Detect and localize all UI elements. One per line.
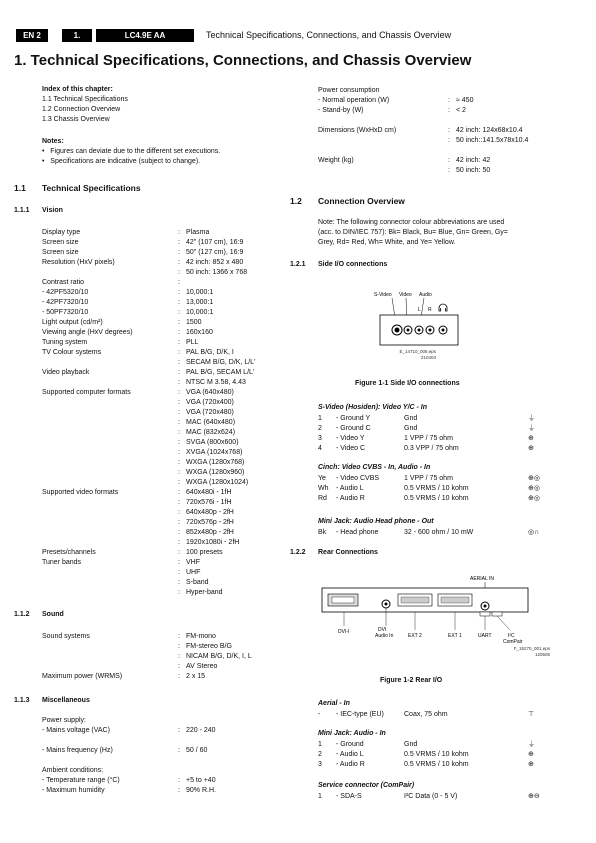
spec-label: - Normal operation (W) bbox=[318, 97, 390, 104]
spec-value: 2 x 15 bbox=[186, 673, 206, 680]
pin-value: Gnd bbox=[404, 425, 418, 432]
spec-colon: : bbox=[178, 747, 180, 754]
spec-colon: : bbox=[178, 479, 180, 486]
spec-colon: : bbox=[178, 499, 180, 506]
spec-label: Contrast ratio bbox=[42, 279, 85, 286]
spec-colon: : bbox=[178, 579, 180, 586]
i2c-label: I²C bbox=[508, 633, 515, 639]
pin-value: 0.3 VPP / 75 ohm bbox=[404, 445, 459, 452]
spec-colon: : bbox=[178, 339, 180, 346]
spec-value: WXGA (1280x1024) bbox=[186, 479, 249, 486]
spec-colon: : bbox=[178, 569, 180, 576]
pin-number: Rd bbox=[318, 495, 327, 502]
section-title: Connection Overview bbox=[318, 196, 405, 206]
spec-colon: : bbox=[178, 299, 180, 306]
pin-symbol-icon: ⊕ bbox=[528, 445, 534, 452]
pin-symbol-icon: ⏚ bbox=[528, 425, 535, 432]
pin-name: - Audio L bbox=[336, 485, 364, 492]
pin-value: 0.5 VRMS / 10 kohm bbox=[404, 485, 469, 492]
spec-value: PLL bbox=[186, 339, 199, 346]
chapter-badge: 1. bbox=[62, 29, 92, 42]
spec-colon: : bbox=[448, 127, 450, 134]
spec-value: 50 inch: 1366 x 768 bbox=[186, 269, 248, 276]
subsection-number: 1.2.1 bbox=[290, 261, 306, 268]
header-title: Technical Specifications, Connections, and Chassis Overview bbox=[206, 30, 452, 40]
side-fig-date: 210404 bbox=[420, 355, 436, 360]
rear-fig-date: 120505 bbox=[534, 652, 550, 657]
spec-colon: : bbox=[448, 137, 450, 144]
spec-colon: : bbox=[178, 399, 180, 406]
spec-colon: : bbox=[178, 633, 180, 640]
spec-label: Power supply: bbox=[42, 717, 86, 724]
spec-colon: : bbox=[178, 549, 180, 556]
connector-group-title: S-Video (Hosiden): Video Y/C - In bbox=[318, 404, 428, 411]
pin-value: Gnd bbox=[404, 415, 418, 422]
spec-label: - Mains frequency (Hz) bbox=[42, 747, 113, 754]
pin-value: 0.5 VRMS / 10 kohm bbox=[404, 495, 469, 502]
pin-number: 3 bbox=[318, 435, 322, 442]
spec-label: Supported computer formats bbox=[42, 389, 131, 396]
spec-colon: : bbox=[178, 673, 180, 680]
pin-number: 2 bbox=[318, 425, 322, 432]
pin-name: - Audio R bbox=[336, 761, 365, 768]
pin-symbol-icon: ◎∩ bbox=[528, 529, 540, 536]
svideo-label: S-Video bbox=[374, 292, 392, 298]
spec-label: Display type bbox=[42, 229, 81, 236]
subsection-number: 1.1.1 bbox=[14, 207, 30, 214]
pin-number: 3 bbox=[318, 761, 322, 768]
video-label: Video bbox=[399, 292, 412, 298]
spec-colon: : bbox=[178, 429, 180, 436]
pin-symbol-icon: ⊕⊖ bbox=[528, 793, 540, 800]
pin-value: 1 VPP / 75 ohm bbox=[404, 435, 453, 442]
side-fig-file: E_14710_005.eps bbox=[399, 349, 436, 354]
spec-colon: : bbox=[178, 259, 180, 266]
note-text: Specifications are indicative (subject to change). bbox=[50, 158, 201, 165]
aerial-label: AERIAL IN bbox=[470, 576, 494, 582]
pin-value: I²C Data (0 - 5 V) bbox=[404, 793, 458, 800]
subsection-number: 1.2.2 bbox=[290, 549, 306, 556]
spec-value: PAL B/G, SECAM L/L' bbox=[186, 369, 255, 376]
spec-value: Plasma bbox=[186, 229, 210, 236]
svg-text:Audio In: Audio In bbox=[375, 633, 394, 639]
spec-colon: : bbox=[178, 643, 180, 650]
spec-colon: : bbox=[448, 107, 450, 114]
spec-value: 720x576p - 2fH bbox=[186, 519, 234, 526]
pin-symbol-icon: ⊤ bbox=[528, 711, 535, 718]
spec-value: VGA (720x480) bbox=[186, 409, 234, 416]
spec-value: 220 - 240 bbox=[186, 727, 216, 734]
subsection-number: 1.1.3 bbox=[14, 697, 30, 704]
spec-colon: : bbox=[178, 727, 180, 734]
svg-text:ComPair: ComPair bbox=[503, 639, 523, 645]
spec-colon: : bbox=[178, 519, 180, 526]
i2c-connector-icon bbox=[492, 612, 502, 616]
spec-colon: : bbox=[178, 349, 180, 356]
pin-number: 4 bbox=[318, 445, 322, 452]
spec-value: NICAM B/G, D/K, I, L bbox=[186, 653, 252, 660]
pin-symbol-icon: ⊕ bbox=[528, 761, 534, 768]
connector-note-line: Grey, Rd= Red, Wh= White, and Ye= Yellow. bbox=[318, 239, 456, 246]
spec-label: Supported video formats bbox=[42, 489, 119, 496]
spec-colon: : bbox=[178, 539, 180, 546]
spec-label: - Mains voltage (VAC) bbox=[42, 727, 110, 734]
spec-value: VHF bbox=[186, 559, 200, 566]
connector-group-title: Aerial - In bbox=[318, 700, 350, 707]
pin-symbol-icon: ⊕◎ bbox=[528, 495, 540, 502]
section-number: 1.2 bbox=[290, 196, 302, 206]
spec-colon: : bbox=[178, 559, 180, 566]
spec-colon: : bbox=[178, 359, 180, 366]
spec-label: TV Colour systems bbox=[42, 349, 102, 356]
spec-label: Power consumption bbox=[318, 87, 380, 94]
pin-number: 1 bbox=[318, 415, 322, 422]
spec-value: SECAM B/G, D/K, L/L' bbox=[186, 359, 256, 366]
spec-colon: : bbox=[178, 439, 180, 446]
spec-colon: : bbox=[178, 319, 180, 326]
pin-value: Coax, 75 ohm bbox=[404, 711, 448, 718]
subsection-title: Rear Connections bbox=[318, 549, 378, 556]
spec-label: Screen size bbox=[42, 239, 79, 246]
ext1-label: EXT 1 bbox=[448, 633, 462, 639]
pin-name: - Ground Y bbox=[336, 415, 371, 422]
pin-value: 32 - 600 ohm / 10 mW bbox=[404, 529, 474, 536]
spec-value: 90% R.H. bbox=[186, 787, 216, 794]
index-item: 1.2 Connection Overview bbox=[42, 106, 121, 113]
spec-label: - Temperature range (°C) bbox=[42, 777, 120, 784]
spec-value: FM-stereo B/G bbox=[186, 643, 232, 650]
spec-label: Tuning system bbox=[42, 339, 88, 346]
spec-colon: : bbox=[178, 239, 180, 246]
pin-number: - bbox=[318, 711, 321, 718]
pin-symbol-icon: ⏚ bbox=[528, 741, 535, 748]
pin-name: - Audio R bbox=[336, 495, 365, 502]
note-item: • Specifications are indicative (subject to change). bbox=[42, 158, 201, 165]
spec-label: Sound systems bbox=[42, 633, 90, 640]
spec-label: Ambient conditions: bbox=[42, 767, 104, 774]
connector-group-title: Mini Jack: Audio - In bbox=[318, 730, 386, 737]
audio-r-label: R bbox=[428, 307, 432, 313]
pin-name: - Ground C bbox=[336, 425, 371, 432]
spec-value: 13,000:1 bbox=[186, 299, 214, 306]
pin-name: - Head phone bbox=[336, 529, 379, 536]
uart-label: UART bbox=[478, 633, 492, 639]
spec-colon: : bbox=[178, 289, 180, 296]
spec-colon: : bbox=[178, 409, 180, 416]
spec-colon: : bbox=[178, 589, 180, 596]
subsection-title: Vision bbox=[42, 207, 63, 214]
spec-colon: : bbox=[178, 389, 180, 396]
spec-colon: : bbox=[178, 777, 180, 784]
spec-value: FM-mono bbox=[186, 633, 216, 640]
connector-note-line: (acc. to DIN/IEC 757): Bk= Black, Bu= Blue, Gn= Green, Gy= bbox=[318, 229, 508, 236]
spec-value: SVGA (800x600) bbox=[186, 439, 239, 446]
pin-number: 1 bbox=[318, 741, 322, 748]
rear-io-diagram bbox=[320, 572, 560, 667]
spec-label: Tuner bands bbox=[42, 559, 82, 566]
spec-colon: : bbox=[178, 279, 180, 286]
pin-number: 1 bbox=[318, 793, 322, 800]
pin-number: 2 bbox=[318, 751, 322, 758]
spec-value: 50" (127 cm), 16:9 bbox=[186, 249, 244, 256]
pin-symbol-icon: ⊕◎ bbox=[528, 475, 540, 482]
audio-l-label: L bbox=[418, 307, 421, 313]
pin-number: Bk bbox=[318, 529, 327, 536]
spec-label: Presets/channels bbox=[42, 549, 96, 556]
spec-label: Viewing angle (HxV degrees) bbox=[42, 329, 133, 336]
spec-value: 42 inch: 124x68x10.4 bbox=[456, 127, 523, 134]
spec-value: 640x480i - 1fH bbox=[186, 489, 232, 496]
spec-value: Hyper-band bbox=[186, 589, 223, 596]
spec-value: VGA (720x400) bbox=[186, 399, 234, 406]
spec-label: - Stand-by (W) bbox=[318, 107, 364, 114]
rear-fig-file: F_15270_001.eps bbox=[513, 646, 550, 651]
pin-name: - Video Y bbox=[336, 435, 365, 442]
subsection-number: 1.1.2 bbox=[14, 611, 30, 618]
spec-colon: : bbox=[178, 369, 180, 376]
spec-colon: : bbox=[178, 663, 180, 670]
spec-label: Dimensions (WxHxD cm) bbox=[318, 127, 397, 134]
spec-value: NTSC M 3.58, 4.43 bbox=[186, 379, 246, 386]
pin-value: 0.5 VRMS / 10 kohm bbox=[404, 751, 469, 758]
spec-colon: : bbox=[178, 653, 180, 660]
spec-colon: : bbox=[178, 509, 180, 516]
spec-colon: : bbox=[178, 449, 180, 456]
connector-group-title: Service connector (ComPair) bbox=[318, 782, 415, 789]
spec-colon: : bbox=[178, 459, 180, 466]
spec-colon: : bbox=[178, 489, 180, 496]
spec-value: 10,000:1 bbox=[186, 309, 214, 316]
section-badge: EN 2 bbox=[16, 29, 48, 42]
spec-value: 10,000:1 bbox=[186, 289, 214, 296]
index-item: 1.1 Technical Specifications bbox=[42, 96, 128, 103]
spec-value: XVGA (1024x768) bbox=[186, 449, 243, 456]
spec-value: ≈ 450 bbox=[456, 97, 474, 104]
spec-value: WXGA (1280x768) bbox=[186, 459, 245, 466]
pin-name: - Ground bbox=[336, 741, 364, 748]
pin-number: Ye bbox=[318, 475, 326, 482]
spec-label: Screen size bbox=[42, 249, 79, 256]
spec-value: UHF bbox=[186, 569, 201, 576]
note-item: • Figures can deviate due to the different set executions. bbox=[42, 148, 221, 155]
spec-colon: : bbox=[448, 157, 450, 164]
figure-caption: Figure 1-1 Side I/O connections bbox=[355, 380, 460, 387]
subsection-title: Side I/O connections bbox=[318, 261, 388, 268]
spec-value: VGA (640x480) bbox=[186, 389, 234, 396]
pin-value: 1 VPP / 75 ohm bbox=[404, 475, 453, 482]
spec-value: +5 to +40 bbox=[186, 777, 216, 784]
spec-colon: : bbox=[448, 167, 450, 174]
spec-value: MAC (832x624) bbox=[186, 429, 236, 436]
spec-colon: : bbox=[178, 379, 180, 386]
spec-label: - Maximum humidity bbox=[42, 787, 105, 794]
spec-colon: : bbox=[178, 229, 180, 236]
spec-value: 50 inch::141.5x78x10.4 bbox=[456, 137, 529, 144]
spec-colon: : bbox=[178, 269, 180, 276]
spec-colon: : bbox=[178, 309, 180, 316]
spec-colon: : bbox=[178, 469, 180, 476]
dvi-label: DVI-I bbox=[338, 629, 350, 635]
spec-label: Video playback bbox=[42, 369, 90, 376]
spec-value: S-band bbox=[186, 579, 209, 586]
spec-value: 1500 bbox=[186, 319, 202, 326]
spec-value: MAC (640x480) bbox=[186, 419, 236, 426]
spec-label: - 42PF5320/10 bbox=[42, 289, 89, 296]
note-text: Figures can deviate due to the different set executions. bbox=[50, 148, 221, 155]
connector-note-line: Note: The following connector colour abbreviations are used bbox=[318, 219, 505, 226]
connector-group-title: Mini Jack: Audio Head phone - Out bbox=[318, 518, 434, 525]
spec-colon: : bbox=[178, 787, 180, 794]
spec-value: 720x576i - 1fH bbox=[186, 499, 232, 506]
spec-value: 42 inch: 42 bbox=[456, 157, 491, 164]
pin-symbol-icon: ⏚ bbox=[528, 415, 535, 422]
pin-name: - Audio L bbox=[336, 751, 364, 758]
side-io-diagram bbox=[370, 288, 470, 360]
spec-colon: : bbox=[178, 329, 180, 336]
pin-name: - Video C bbox=[336, 445, 366, 452]
spec-label: Light output (cd/m²) bbox=[42, 319, 103, 326]
spec-label: Weight (kg) bbox=[318, 157, 354, 164]
section-number: 1.1 bbox=[14, 183, 26, 193]
model-badge: LC4.9E AA bbox=[96, 29, 194, 42]
spec-colon: : bbox=[178, 419, 180, 426]
spec-label: - 50PF7320/10 bbox=[42, 309, 89, 316]
pin-name: - IEC-type (EU) bbox=[336, 711, 384, 718]
spec-value: AV Stereo bbox=[186, 663, 218, 670]
pin-value: Gnd bbox=[404, 741, 418, 748]
figure-caption: Figure 1-2 Rear I/O bbox=[380, 677, 443, 684]
spec-value: 50 / 60 bbox=[186, 747, 208, 754]
spec-value: 100 presets bbox=[186, 549, 223, 556]
headphone-icon bbox=[439, 304, 447, 311]
page-title: 1. Technical Specifications, Connections, and Chassis Overview bbox=[14, 52, 472, 69]
spec-value: PAL B/G, D/K, I bbox=[186, 349, 234, 356]
spec-value: 640x480p - 2fH bbox=[186, 509, 234, 516]
spec-colon: : bbox=[448, 97, 450, 104]
index-heading: Index of this chapter: bbox=[42, 86, 113, 93]
subsection-title: Sound bbox=[42, 611, 64, 618]
spec-value: 1920x1080i - 2fH bbox=[186, 539, 240, 546]
connector-group-title: Cinch: Video CVBS - In, Audio - In bbox=[318, 464, 431, 471]
pin-value: 0.5 VRMS / 10 kohm bbox=[404, 761, 469, 768]
subsection-title: Miscellaneous bbox=[42, 697, 90, 704]
spec-value: 42 inch: 852 x 480 bbox=[186, 259, 244, 266]
dvi-audio-label: DVI bbox=[378, 627, 387, 633]
spec-value: WXGA (1280x960) bbox=[186, 469, 245, 476]
index-item: 1.3 Chassis Overview bbox=[42, 116, 110, 123]
spec-value: 852x480p - 2fH bbox=[186, 529, 234, 536]
spec-value: 42" (107 cm), 16:9 bbox=[186, 239, 244, 246]
pin-symbol-icon: ⊕◎ bbox=[528, 485, 540, 492]
spec-value: 50 inch: 50 bbox=[456, 167, 491, 174]
section-title: Technical Specifications bbox=[42, 183, 141, 193]
audio-label: Audio bbox=[419, 292, 432, 298]
spec-value: < 2 bbox=[456, 107, 466, 114]
spec-colon: : bbox=[178, 249, 180, 256]
spec-label: - 42PF7320/10 bbox=[42, 299, 89, 306]
pin-name: - Video CVBS bbox=[336, 475, 380, 482]
ext2-label: EXT 2 bbox=[408, 633, 422, 639]
pin-symbol-icon: ⊕ bbox=[528, 435, 534, 442]
pin-number: Wh bbox=[318, 485, 329, 492]
spec-label: Maximum power (WRMS) bbox=[42, 673, 123, 680]
spec-value: 160x160 bbox=[186, 329, 213, 336]
spec-colon: : bbox=[178, 529, 180, 536]
uart-connector-icon bbox=[480, 612, 490, 616]
pin-name: - SDA-S bbox=[336, 793, 362, 800]
spec-label: Resolution (HxV pixels) bbox=[42, 259, 115, 266]
pin-symbol-icon: ⊕ bbox=[528, 751, 534, 758]
notes-heading: Notes: bbox=[42, 138, 64, 145]
